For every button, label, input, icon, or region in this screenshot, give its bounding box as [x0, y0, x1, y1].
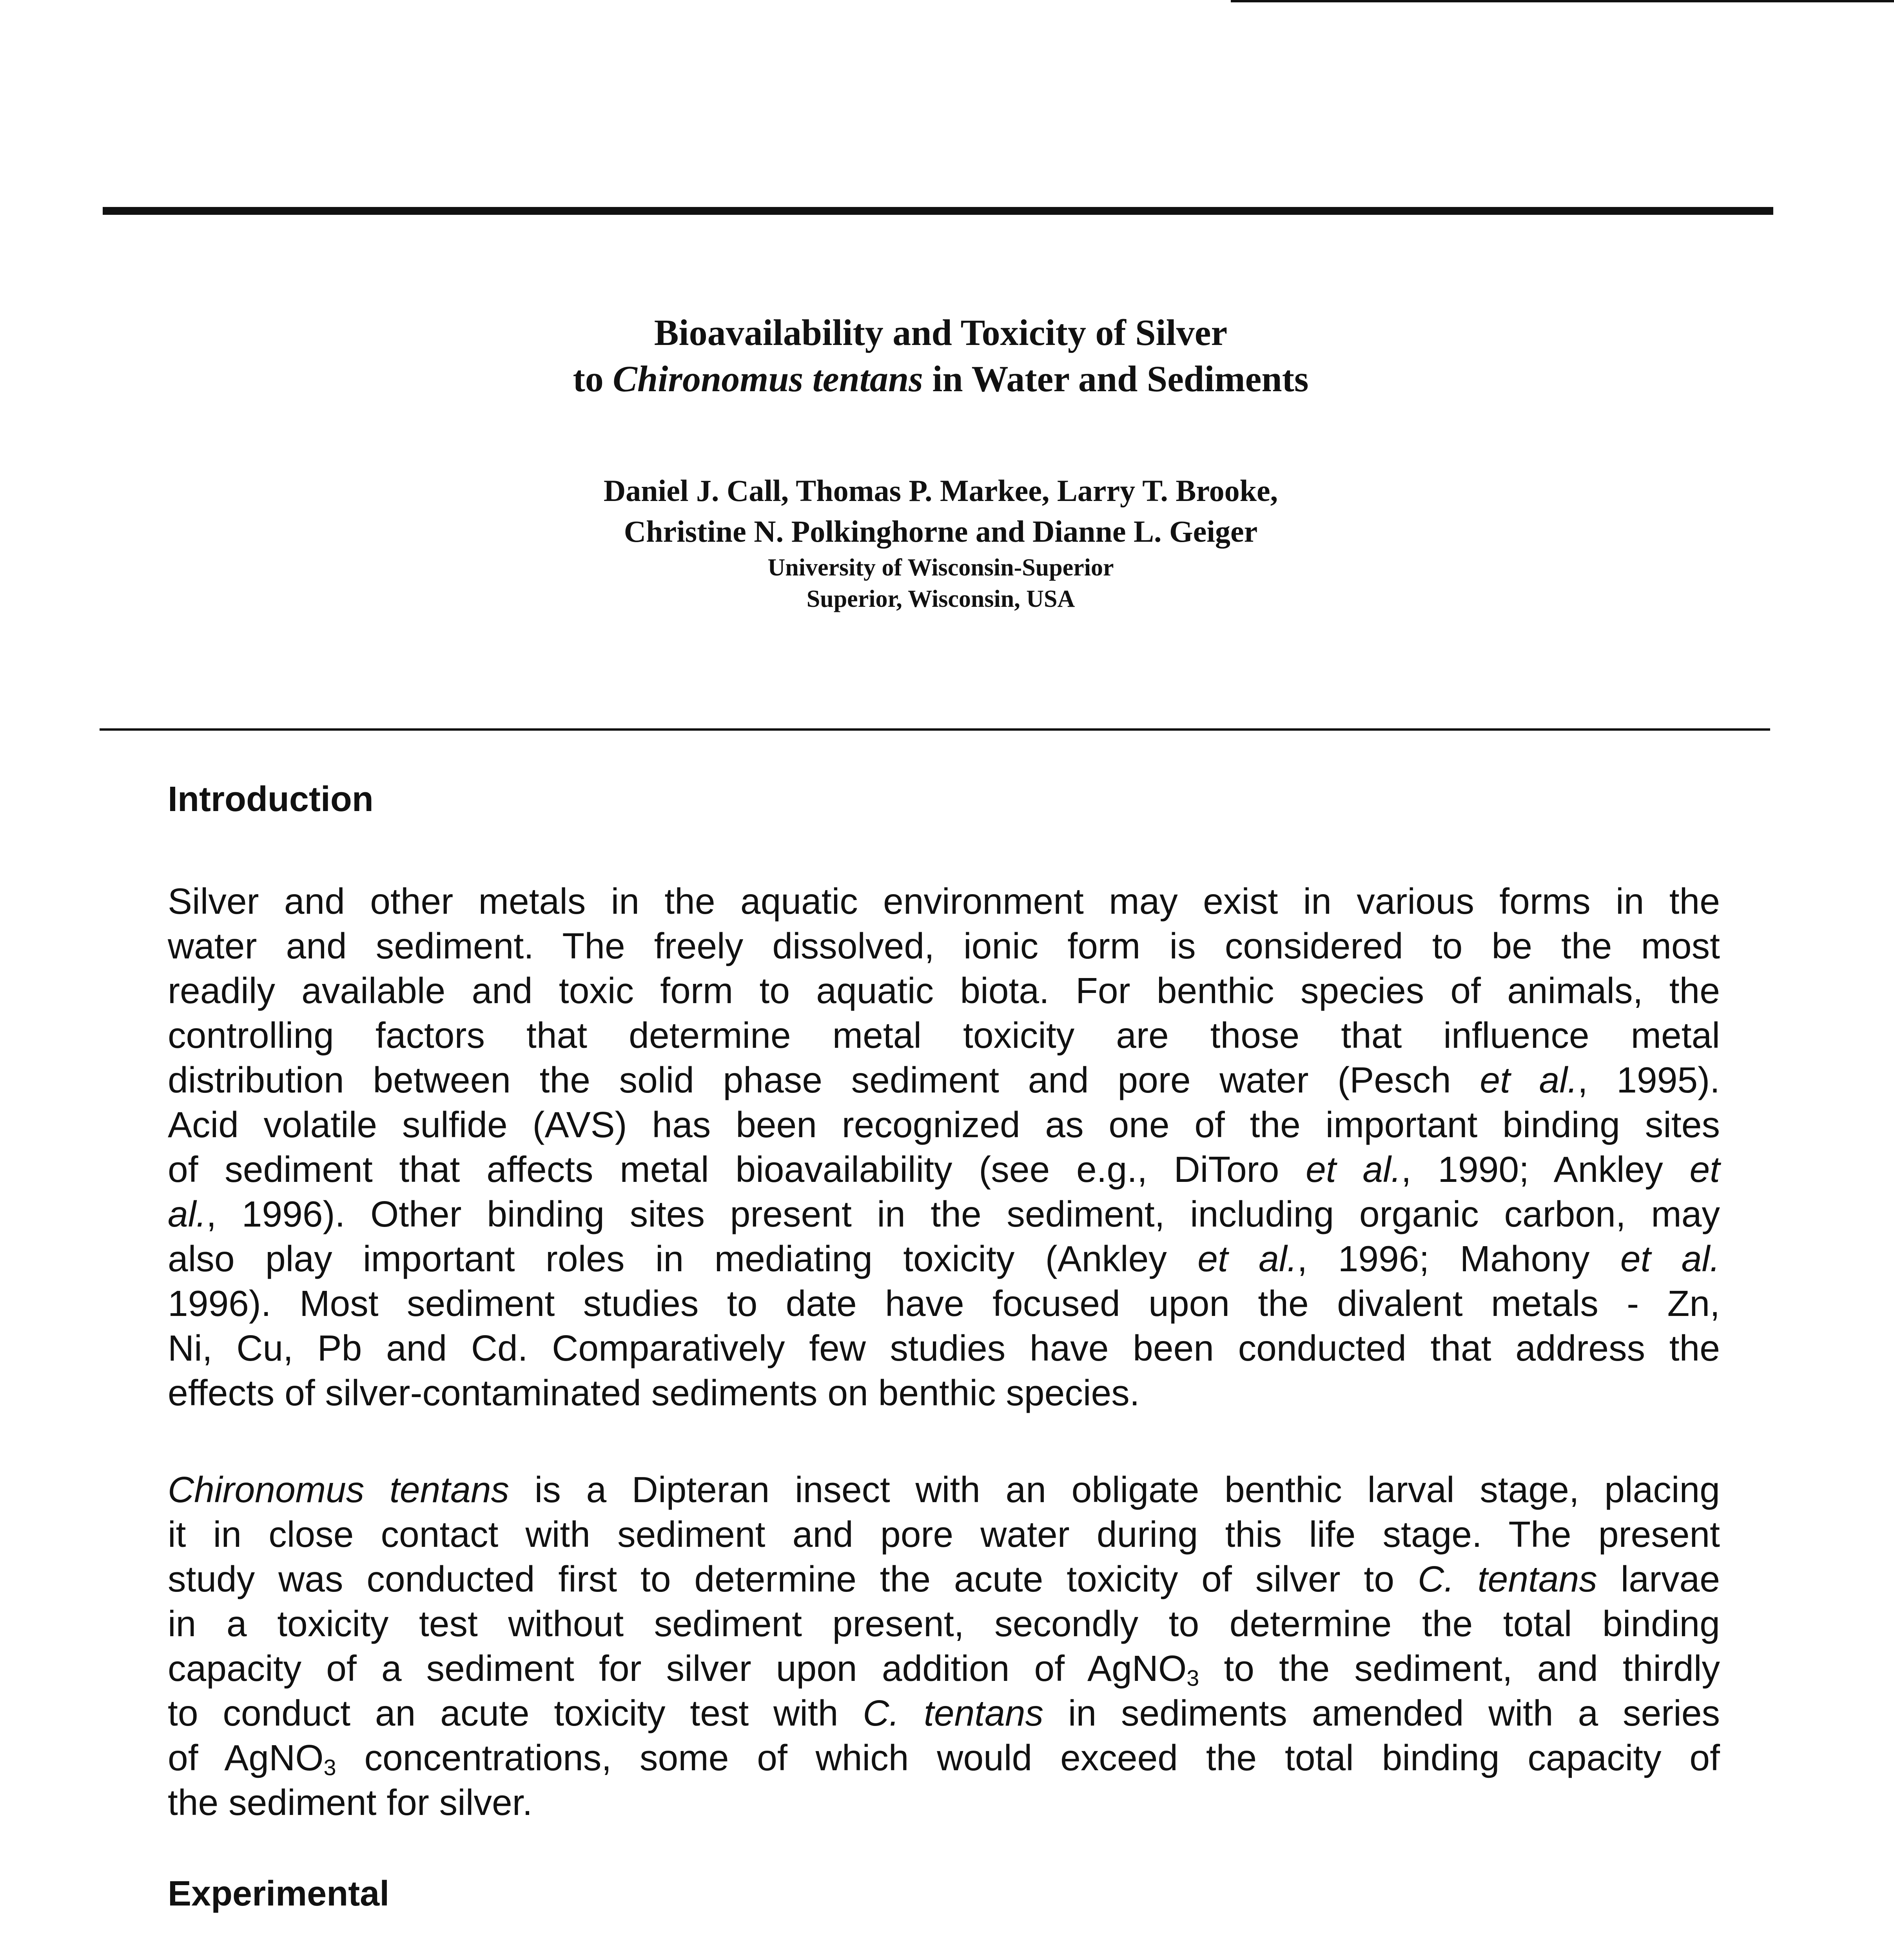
text-line: [168, 1735, 1720, 1780]
citation-et-al: et al.: [1480, 1060, 1578, 1100]
text-line: effects of silver-contaminated sediments on benthic species.: [168, 1372, 1140, 1413]
text-line: readily available and toxic form to aquatic biota. For benthic species of animals, the: [168, 970, 1720, 1011]
text-line: [168, 1467, 1720, 1512]
text-segment: , 1996; Mahony: [1297, 1238, 1590, 1279]
citation-al: al.: [168, 1194, 207, 1234]
text-line: Silver and other metals in the aquatic environment may exist in various forms in the: [168, 881, 1720, 922]
text-line: it in close contact with sediment and pore water during this life stage. The present: [168, 1514, 1720, 1555]
text-segment: larvae: [1620, 1559, 1720, 1599]
author-block: [157, 470, 1725, 615]
authors-line-2: Christine N. Polkinghorne and Dianne L. Geiger: [624, 514, 1258, 548]
text-line: [168, 1646, 1720, 1691]
text-segment: of sediment that affects metal bioavailability (see e.g., DiToro: [168, 1149, 1279, 1190]
title-line-1: Bioavailability and Toxicity of Silver: [654, 312, 1228, 353]
text-line: in a toxicity test without sediment present, secondly to determine the total binding: [168, 1603, 1720, 1644]
text-segment: , 1995).: [1577, 1060, 1720, 1100]
text-segment: capacity of a sediment for silver upon addition of AgNO: [168, 1648, 1187, 1689]
affiliation-line-2: Superior, Wisconsin, USA: [806, 586, 1075, 612]
introduction-heading: Introduction: [168, 780, 374, 819]
title-species: Chironomus tentans: [613, 359, 923, 399]
text-line: [168, 1192, 1720, 1236]
text-segment: , 1990; Ankley: [1401, 1149, 1663, 1190]
text-line: [168, 1557, 1720, 1601]
text-segment: in sediments amended with a series: [1068, 1693, 1720, 1733]
citation-et-al: et al.: [1306, 1149, 1401, 1190]
text-line: [168, 1058, 1720, 1102]
citation-et-al: et al.: [1197, 1238, 1297, 1279]
text-line: controlling factors that determine metal toxicity are those that influence metal: [168, 1015, 1720, 1056]
text-line: 1996). Most sediment studies to date have focused upon the divalent metals - Zn,: [168, 1283, 1720, 1324]
text-segment: is a Dipteran insect with an obligate benthic larval stage, placing: [509, 1469, 1720, 1510]
subscript: 3: [1186, 1666, 1199, 1691]
corner-rule: [1231, 0, 1894, 2]
citation-et: et: [1689, 1149, 1720, 1190]
introduction-paragraph-2: [168, 1467, 1720, 1825]
species-name: C. tentans: [1417, 1559, 1597, 1599]
text-segment: distribution between the solid phase sediment and pore water (Pesch: [168, 1060, 1451, 1100]
title-prefix: to: [573, 359, 613, 399]
title-suffix: in Water and Sediments: [923, 359, 1309, 399]
species-name: Chironomus tentans: [168, 1469, 510, 1510]
subscript: 3: [323, 1755, 336, 1780]
header-separator-rule: [100, 728, 1770, 731]
affiliation-line-1: University of Wisconsin-Superior: [767, 554, 1114, 581]
text-segment: study was conducted first to determine the acute toxicity of silver to: [168, 1559, 1395, 1599]
text-line: [168, 1236, 1720, 1281]
text-segment: also play important roles in mediating toxicity (Ankley: [168, 1238, 1167, 1279]
text-segment: , 1996). Other binding sites present in the sediment, including organic carbon, may: [206, 1194, 1720, 1234]
top-rule: [103, 207, 1773, 215]
text-segment: of AgNO: [168, 1737, 324, 1778]
text-line: [168, 1147, 1720, 1192]
paper-title: [157, 310, 1725, 402]
text-segment: concentrations, some of which would exceed the total binding capacity of: [336, 1737, 1720, 1778]
text-line: Ni, Cu, Pb and Cd. Comparatively few studies have been conducted that address the: [168, 1328, 1720, 1368]
species-name: C. tentans: [863, 1693, 1044, 1733]
text-segment: to conduct an acute toxicity test with: [168, 1693, 838, 1733]
text-segment: to the sediment, and thirdly: [1199, 1648, 1720, 1689]
authors-line-1: Daniel J. Call, Thomas P. Markee, Larry T. Brooke,: [603, 474, 1278, 508]
introduction-paragraph-1: [168, 879, 1720, 1415]
text-line: Acid volatile sulfide (AVS) has been recognized as one of the important binding sites: [168, 1104, 1720, 1145]
text-line: water and sediment. The freely dissolved, ionic form is considered to be the most: [168, 926, 1720, 966]
text-line: the sediment for silver.: [168, 1782, 533, 1823]
title-line-2: [157, 356, 1725, 402]
citation-et-al: et al.: [1620, 1238, 1720, 1279]
experimental-heading: Experimental: [168, 1874, 390, 1913]
text-line: [168, 1691, 1720, 1735]
